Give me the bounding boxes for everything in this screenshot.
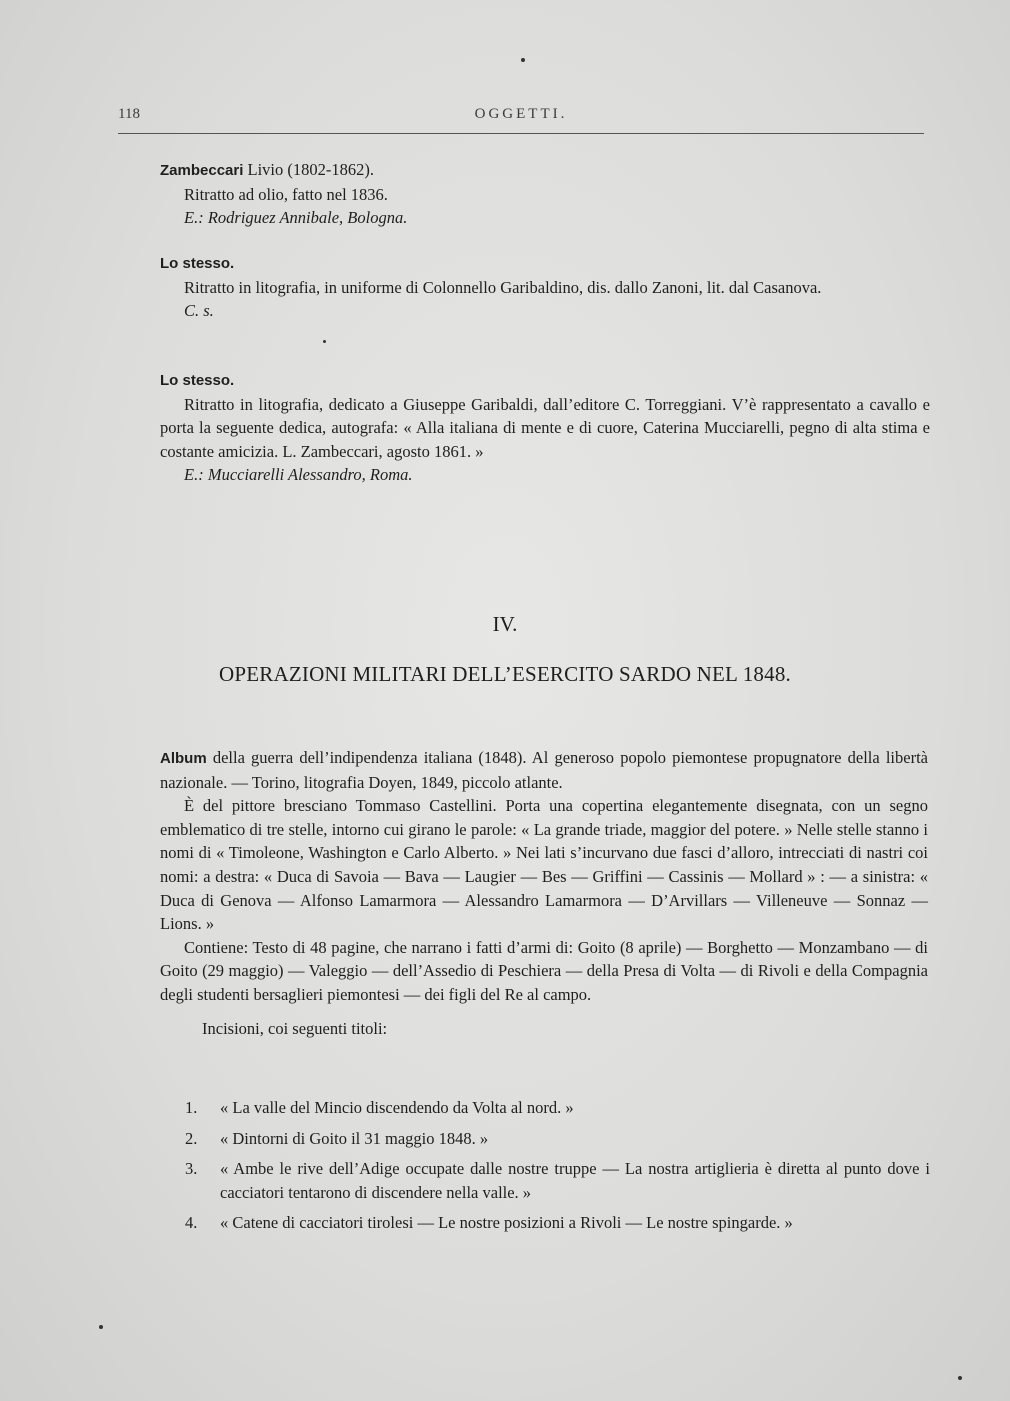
running-title: OGGETTI. — [474, 106, 568, 122]
section-numeral: IV. — [492, 612, 518, 636]
entry-name: Lo stesso. — [160, 372, 235, 389]
entry-owner: C. s. — [184, 301, 214, 321]
album-intro: della guerra dell’indipendenza italiana (1848). Al generoso popolo piemontese propugnatore della libertà nazionale. — Torino, litografia Doyen, 1849, piccolo atlante. — [160, 748, 928, 792]
scan-speck — [323, 340, 326, 343]
entry-description: Ritratto in litografia, dedicato a Giuseppe Garibaldi, dall’editore C. Torreggiani. V’è rappresentato a cavallo e porta la seguente dedica, autografa: « Alla italiana di mente e di cuore, Caterina Mucciarelli, pegno di alta stima e costante amicizia. L. Zambeccari, agosto 1861. » — [160, 394, 930, 461]
item-number: 1. — [185, 1098, 198, 1117]
item-number: 2. — [185, 1129, 198, 1148]
header-rule — [118, 133, 924, 134]
entry-name: Zambeccari — [160, 162, 244, 179]
item-number: 4. — [185, 1213, 198, 1232]
album-contents: Contiene: Testo di 48 pagine, che narrano i fatti d’armi di: Goito (8 aprile) — Borghetto — Monzambano — di Goito (29 maggio) — Valeggio — dell’Assedio di Peschiera — della Presa di Volta — di Rivoli e della Compagnia degli studenti bersaglieri piemontesi — dei figli del Re al campo. — [160, 937, 928, 1004]
entry-zambeccari — [160, 158, 930, 230]
entry-description: Ritratto ad olio, fatto nel 1836. — [184, 184, 388, 204]
page-header — [118, 106, 924, 130]
engraving-item — [185, 1096, 930, 1120]
engraving-item — [185, 1127, 930, 1151]
scan-speck — [99, 1325, 103, 1329]
section-title: OPERAZIONI MILITARI DELL’ESERCITO SARDO NEL 1848. — [219, 662, 791, 686]
item-title: « Dintorni di Goito il 31 maggio 1848. » — [220, 1129, 489, 1148]
entry-description: Ritratto in litografia, in uniforme di Colonnello Garibaldino, dis. dallo Zanoni, lit. dal Casanova. — [184, 277, 822, 297]
scan-speck — [521, 58, 525, 62]
entry-dates: Livio (1802-1862). — [243, 160, 374, 179]
album-name: Album — [160, 750, 207, 767]
engraving-item — [185, 1157, 930, 1204]
item-title: « Catene di cacciatori tirolesi — Le nostre posizioni a Rivoli — Le nostre spingarde. » — [220, 1213, 793, 1232]
page-number: 118 — [118, 106, 140, 122]
item-title: « Ambe le rive dell’Adige occupate dalle nostre truppe — La nostra artiglieria è diretta al punto dove i cacciatori tentarono di discendere nella valle. » — [220, 1159, 930, 1202]
entry-owner: E.: Rodriguez Annibale, Bologna. — [184, 208, 408, 228]
item-number: 3. — [185, 1159, 198, 1178]
entry-lo-stesso-2 — [160, 369, 930, 487]
entry-album — [160, 746, 928, 1040]
album-engravings-heading: Incisioni, coi seguenti titoli: — [202, 1018, 388, 1038]
entry-name: Lo stesso. — [160, 255, 235, 272]
engraving-item — [185, 1211, 930, 1235]
entry-lo-stesso-1 — [160, 252, 930, 323]
scan-speck — [958, 1376, 962, 1380]
album-description: È del pittore bresciano Tommaso Castellini. Porta una copertina elegantemente disegnata, con un segno emblematico di tre stelle, intorno cui girano le parole: « La grande triade, maggior del potere. » Nelle stelle stanno i nomi di « Timoleone, Washington e Carlo Alberto. » Nei lati s’incurvano due fasci d’alloro, intrecciati di nastri coi nomi: a destra: « Duca di Savoia — Bava — Laugier — Bes — Griffini — Cassinis — Mollard » : — a sinistra: « Duca di Genova — Alfonso Lamarmora — Alessandro Lamarmora — D’Arvillars — Villeneuve — Sonnaz — Lions. » — [160, 796, 928, 934]
item-title: « La valle del Mincio discendendo da Volta al nord. » — [220, 1098, 574, 1117]
entry-owner: E.: Mucciarelli Alessandro, Roma. — [184, 465, 413, 485]
